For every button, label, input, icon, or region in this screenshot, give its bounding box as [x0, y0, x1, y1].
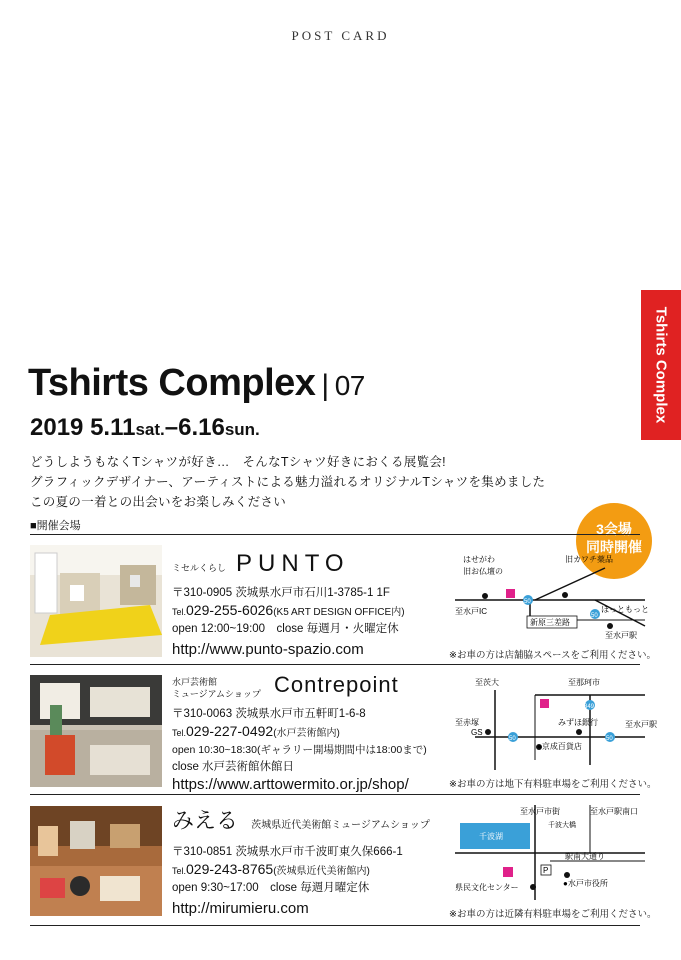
punto-map-label: はせがわ — [463, 555, 495, 564]
punto-map-label: 至水戸駅 — [605, 631, 637, 640]
divider — [30, 925, 640, 926]
contrepoint-map-label: 至茨大 — [475, 678, 499, 687]
mieru-header — [172, 808, 452, 834]
punto-address — [172, 585, 452, 602]
date-dash: – — [164, 414, 179, 441]
punto-tel — [172, 602, 452, 621]
punto-map-label: 旧カワチ薬品 — [565, 555, 613, 564]
punto-name: PUNTO — [236, 550, 350, 577]
contrepoint-header — [172, 672, 457, 706]
mieru-hours: open 9:30~17:00 close 毎週月曜定休 — [172, 882, 370, 894]
title-volume: 07 — [334, 370, 365, 401]
mieru-zip: 〒310-0851 — [172, 846, 233, 858]
mieru-name: みえる — [172, 808, 239, 833]
mieru-tel-prefix: Tel. — [172, 866, 187, 876]
badge-line2: 同時開催 — [586, 539, 642, 555]
punto-map-label: 50 — [591, 613, 598, 619]
punto-map-label: 50 — [524, 599, 531, 605]
contrepoint-parking-note: ※お車の方は地下有料駐車場をご利用ください。 — [449, 779, 657, 790]
title-separator: | — [321, 369, 329, 402]
venue-heading: ■開催会場 — [30, 520, 81, 532]
intro-line: この夏の一着との出会いをお楽しみください — [30, 495, 287, 509]
contrepoint-tel-note: (水戸芸術館内) — [273, 728, 340, 739]
contrepoint-photo — [30, 675, 162, 787]
contrepoint-close: close 水戸芸術館休館日 — [172, 761, 295, 773]
punto-tel-number[interactable]: 029-255-6026 — [186, 602, 274, 618]
punto-info — [172, 550, 452, 658]
contrepoint-map-label: みずほ銀行 — [558, 718, 598, 727]
mieru-info — [172, 808, 452, 917]
contrepoint-zip: 〒310-0063 — [172, 708, 233, 720]
intro-line: どうしようもなくTシャツが好き… そんなTシャツ好きにおくる展覧会! — [30, 455, 446, 469]
mieru-map-label: ●水戸市役所 — [563, 879, 608, 888]
event-title — [28, 362, 365, 405]
punto-zip: 〒310-0905 — [172, 587, 233, 599]
mieru-map — [455, 805, 645, 900]
contrepoint-map-label: 至赤塚 — [455, 718, 479, 727]
contrepoint-map-label: 349 — [584, 704, 595, 710]
title-main: Tshirts Complex — [28, 362, 316, 404]
mieru-map-label: 至水戸市街 — [520, 807, 560, 816]
contrepoint-tel — [172, 723, 457, 742]
contrepoint-name: Contrepoint — [274, 672, 399, 697]
punto-map — [455, 548, 649, 644]
intro-line: グラフィックデザイナー、アーティストによる魅力溢れるオリジナルTシャツを集めました — [30, 475, 546, 489]
punto-hours: open 12:00~19:00 close 毎週月・火曜定休 — [172, 623, 399, 635]
postcard-label: POST CARD — [291, 28, 390, 43]
badge-line1: 3会場 — [596, 521, 632, 537]
contrepoint-tel-number[interactable]: 029-227-0492 — [186, 723, 274, 739]
contrepoint-tel-prefix: Tel. — [172, 728, 187, 738]
mieru-tel-note: (茨城県近代美術館内) — [273, 866, 370, 877]
mieru-parking-note: ※お車の方は近隣有料駐車場をご利用ください。 — [449, 909, 657, 920]
punto-map-label: ほっともっと — [601, 605, 649, 614]
mieru-address-text: 茨城県水戸市千波町東久保666-1 — [235, 846, 403, 858]
mieru-url-link[interactable]: http://mirumieru.com — [172, 900, 309, 917]
contrepoint-hours: open 10:30~18:30(ギャラリー開場期間中は18:00まで) — [172, 744, 427, 756]
punto-tel-note: (K5 ART DESIGN OFFICE内) — [273, 607, 405, 618]
contrepoint-info — [172, 672, 457, 793]
mieru-map-label: P — [543, 866, 549, 875]
side-tab — [641, 290, 681, 440]
mieru-map-label: 千波大橋 — [548, 822, 576, 829]
contrepoint-map-label: 至那珂市 — [568, 678, 600, 687]
mieru-map-label: 至水戸駅南口 — [590, 807, 638, 816]
divider — [30, 794, 640, 795]
mieru-photo — [30, 806, 162, 916]
mieru-map-label: 駅南大通り — [565, 852, 605, 861]
mieru-tel-number[interactable]: 029-243-8765 — [186, 861, 274, 877]
punto-photo — [30, 545, 162, 657]
punto-tel-prefix: Tel. — [172, 607, 187, 617]
divider — [30, 534, 640, 535]
mieru-map-label: 千波湖 — [479, 832, 503, 841]
punto-parking-note: ※お車の方は店舗脇スペースをご利用ください。 — [449, 650, 656, 661]
contrepoint-map-label: GS — [471, 728, 483, 737]
punto-map-label: 新原三差路 — [530, 618, 570, 627]
contrepoint-kana-line1: 水戸芸術館 — [172, 677, 218, 687]
contrepoint-map — [455, 675, 657, 770]
contrepoint-map-label: ●京成百貨店 — [537, 742, 582, 751]
divider — [30, 664, 640, 665]
event-dates — [30, 414, 260, 442]
mieru-tel — [172, 861, 452, 880]
contrepoint-kana — [172, 676, 261, 700]
contrepoint-address-text: 茨城県水戸市五軒町1-6-8 — [235, 708, 366, 720]
contrepoint-url-link[interactable]: https://www.arttowermito.or.jp/shop/ — [172, 776, 409, 793]
side-tab-label: Tshirts Complex — [652, 306, 670, 424]
date-year: 2019 — [30, 414, 84, 441]
punto-header — [172, 550, 452, 577]
mieru-address — [172, 844, 452, 861]
date-end: 6.16 — [178, 414, 225, 441]
contrepoint-kana-line2: ミュージアムショップ — [172, 689, 261, 699]
contrepoint-map-label: 50 — [606, 736, 613, 742]
punto-kana: ミセルくらし — [172, 563, 227, 573]
punto-map-label: 旧お仏壇の — [463, 567, 503, 576]
contrepoint-map-label: 至水戸駅 — [625, 720, 657, 729]
contrepoint-address — [172, 706, 457, 723]
punto-map-label: 至水戸IC — [455, 607, 487, 616]
mieru-subtitle: 茨城県近代美術館ミュージアムショップ — [251, 820, 430, 831]
mieru-map-label: 県民文化センター — [455, 883, 519, 892]
date-end-day: sun. — [224, 420, 260, 439]
contrepoint-map-label: 50 — [509, 736, 516, 742]
punto-url-link[interactable]: http://www.punto-spazio.com — [172, 641, 364, 658]
date-start: 5.11 — [90, 414, 136, 441]
date-start-day: sat. — [135, 420, 165, 439]
punto-address-text: 茨城県水戸市石川1-3785-1 1F — [235, 587, 390, 599]
